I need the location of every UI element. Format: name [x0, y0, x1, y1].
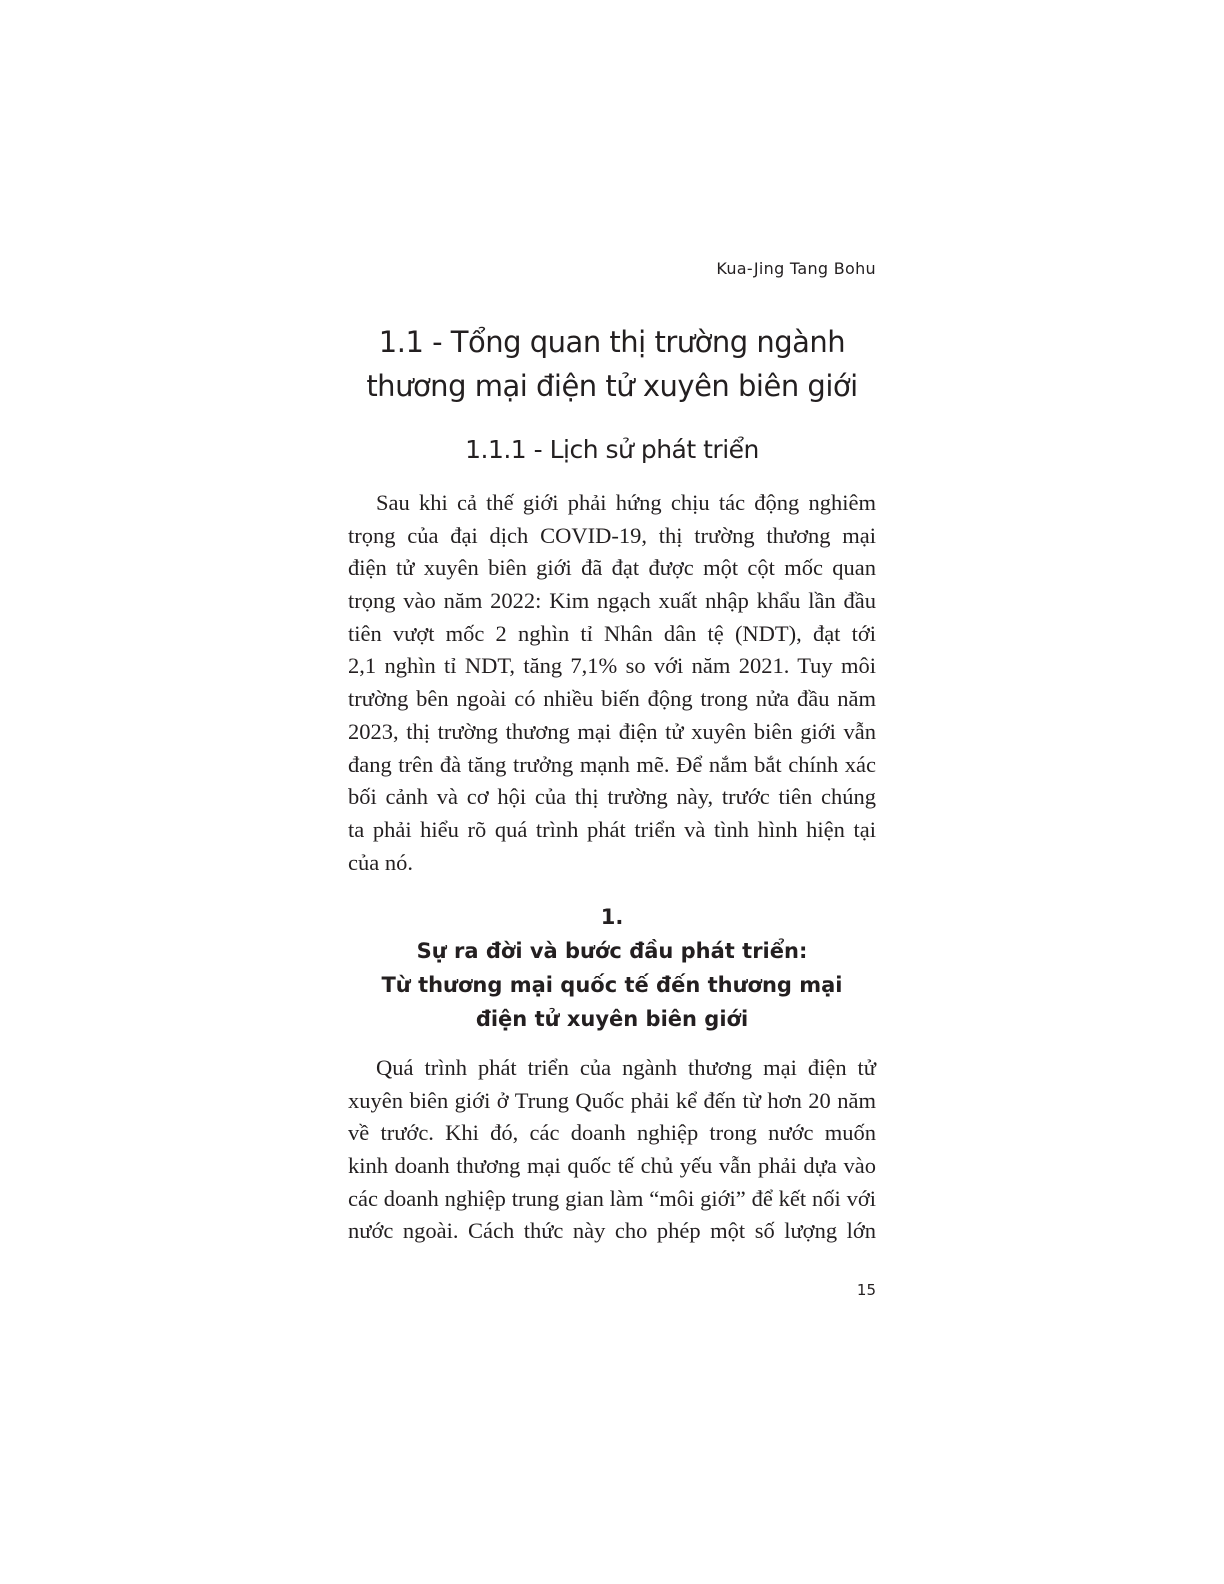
text-line: kinh doanh thương mại quốc tế chủ yếu vẫn phải dựa vào — [348, 1153, 876, 1179]
text-line: Quá trình phát triển của ngành thương mại điện tử — [376, 1055, 876, 1080]
chapter-title-line: thương mại điện tử xuyên biên giới — [366, 369, 858, 403]
text-line: đang trên đà tăng trưởng mạnh mẽ. Để nắm bắt chính xác — [348, 751, 876, 777]
section-heading-line: Từ thương mại quốc tế đến thương mại — [381, 973, 843, 997]
text-line: 2023, thị trường thương mại điện tử xuyên biên giới vẫn — [348, 718, 876, 744]
text-line: Sau khi cả thế giới phải hứng chịu tác động nghiêm — [376, 490, 876, 515]
page-number: 15 — [856, 1281, 876, 1299]
section-number: 1. — [600, 905, 624, 929]
body-paragraph-2 — [348, 1052, 876, 1248]
body-paragraph-1 — [348, 487, 876, 879]
section-heading-line: Sự ra đời và bước đầu phát triển: — [416, 939, 808, 963]
text-line: về trước. Khi đó, các doanh nghiệp trong nước muốn — [348, 1120, 876, 1146]
text-line: nước ngoài. Cách thức này cho phép một số lượng lớn — [348, 1218, 876, 1244]
chapter-title-line: 1.1 - Tổng quan thị trường ngành — [378, 325, 846, 359]
text-line: điện tử xuyên biên giới đã đạt được một cột mốc quan — [348, 555, 876, 581]
text-line: của nó. — [348, 849, 413, 875]
text-line: trọng của đại dịch COVID-19, thị trường thương mại — [348, 522, 876, 548]
text-line: bối cảnh và cơ hội của thị trường này, trước tiên chúng — [348, 784, 876, 810]
text-line: xuyên biên giới ở Trung Quốc phải kể đến từ hơn 20 năm — [348, 1087, 876, 1113]
text-line: ta phải hiểu rõ quá trình phát triển và tình hình hiện tại — [348, 816, 876, 842]
running-header-author: Kua-Jing Tang Bohu — [716, 259, 876, 278]
subsection-title: 1.1.1 - Lịch sử phát triển — [465, 435, 759, 464]
text-line: 2,1 nghìn tỉ NDT, tăng 7,1% so với năm 2021. Tuy môi — [348, 653, 876, 679]
chapter-title — [300, 320, 924, 408]
section-heading-line: điện tử xuyên biên giới — [475, 1007, 749, 1031]
text-line: trường bên ngoài có nhiều biến động trong nửa đầu năm — [348, 686, 876, 712]
section-heading — [300, 900, 924, 1036]
text-line: các doanh nghiệp trung gian làm “môi giới” để kết nối với — [348, 1185, 876, 1211]
text-line: tiên vượt mốc 2 nghìn tỉ Nhân dân tệ (NDT), đạt tới — [348, 620, 876, 646]
text-line: trọng vào năm 2022: Kim ngạch xuất nhập khẩu lần đầu — [348, 588, 876, 614]
